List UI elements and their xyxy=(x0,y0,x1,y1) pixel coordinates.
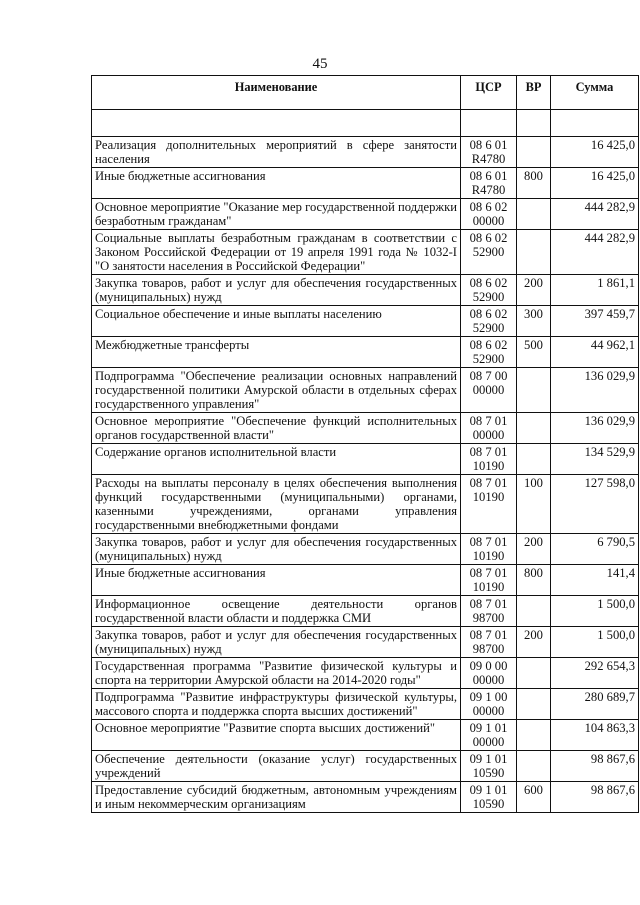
row-sum-cell: 16 425,0 xyxy=(551,137,639,168)
row-name-cell: Подпрограмма "Обеспечение реализации основных направлений государственной политики Амурской области в отдельных сферах государственного управления" xyxy=(92,368,461,413)
table-row xyxy=(92,275,639,306)
row-csr-cell: 08 7 01 98700 xyxy=(461,627,517,658)
row-name-cell: Информационное освещение деятельности органов государственной власти области и поддержка СМИ xyxy=(92,596,461,627)
row-name-cell: Иные бюджетные ассигнования xyxy=(92,565,461,596)
row-name-cell: Реализация дополнительных мероприятий в сфере занятости населения xyxy=(92,137,461,168)
table-row xyxy=(92,720,639,751)
row-csr-cell: 08 7 00 00000 xyxy=(461,368,517,413)
budget-table xyxy=(91,75,639,813)
row-vr-cell xyxy=(517,720,551,751)
table-row xyxy=(92,782,639,813)
row-vr-cell xyxy=(517,137,551,168)
row-csr-cell: 09 1 01 10590 xyxy=(461,751,517,782)
row-sum-cell: 136 029,9 xyxy=(551,413,639,444)
row-csr-cell: 08 7 01 10190 xyxy=(461,534,517,565)
table-row xyxy=(92,627,639,658)
header-sum: Сумма xyxy=(551,76,639,110)
row-name-cell: Государственная программа "Развитие физической культуры и спорта на территории Амурской области на 2014-2020 годы" xyxy=(92,658,461,689)
row-vr-cell xyxy=(517,368,551,413)
row-vr-cell: 300 xyxy=(517,306,551,337)
row-sum-cell: 1 500,0 xyxy=(551,627,639,658)
row-sum-cell: 16 425,0 xyxy=(551,168,639,199)
row-vr-cell: 500 xyxy=(517,337,551,368)
row-csr-cell: 09 1 00 00000 xyxy=(461,689,517,720)
row-name-cell: Социальные выплаты безработным гражданам в соответствии с Законом Российской Федерации от 19 апреля 1991 года № 1032-I "О занятости населения в Российской Федерации" xyxy=(92,230,461,275)
row-sum-cell: 292 654,3 xyxy=(551,658,639,689)
row-csr-cell: 08 6 01 R4780 xyxy=(461,137,517,168)
row-sum-cell: 104 863,3 xyxy=(551,720,639,751)
row-vr-cell xyxy=(517,444,551,475)
row-sum-cell: 127 598,0 xyxy=(551,475,639,534)
row-csr-cell: 08 7 01 98700 xyxy=(461,596,517,627)
row-name-cell: Обеспечение деятельности (оказание услуг) государственных учреждений xyxy=(92,751,461,782)
row-vr-cell: 800 xyxy=(517,168,551,199)
row-sum-cell: 397 459,7 xyxy=(551,306,639,337)
row-sum-cell: 6 790,5 xyxy=(551,534,639,565)
table-row xyxy=(92,689,639,720)
row-sum-cell: 141,4 xyxy=(551,565,639,596)
table-row xyxy=(92,596,639,627)
table-row xyxy=(92,751,639,782)
spacer-cell xyxy=(517,110,551,137)
row-sum-cell: 98 867,6 xyxy=(551,751,639,782)
row-vr-cell: 100 xyxy=(517,475,551,534)
row-sum-cell: 280 689,7 xyxy=(551,689,639,720)
row-csr-cell: 08 6 01 R4780 xyxy=(461,168,517,199)
row-name-cell: Предоставление субсидий бюджетным, автономным учреждениям и иным некоммерческим организациям xyxy=(92,782,461,813)
row-vr-cell xyxy=(517,230,551,275)
row-sum-cell: 134 529,9 xyxy=(551,444,639,475)
row-csr-cell: 08 6 02 00000 xyxy=(461,199,517,230)
spacer-cell xyxy=(92,110,461,137)
row-vr-cell xyxy=(517,689,551,720)
table-row xyxy=(92,306,639,337)
spacer-cell xyxy=(551,110,639,137)
row-vr-cell: 200 xyxy=(517,627,551,658)
row-sum-cell: 1 861,1 xyxy=(551,275,639,306)
row-vr-cell: 600 xyxy=(517,782,551,813)
row-name-cell: Иные бюджетные ассигнования xyxy=(92,168,461,199)
row-name-cell: Подпрограмма "Развитие инфраструктуры физической культуры, массового спорта и поддержка спорта высших достижений" xyxy=(92,689,461,720)
row-name-cell: Основное мероприятие "Обеспечение функций исполнительных органов государственной власти" xyxy=(92,413,461,444)
row-name-cell: Межбюджетные трансферты xyxy=(92,337,461,368)
header-csr: ЦСР xyxy=(461,76,517,110)
row-name-cell: Расходы на выплаты персоналу в целях обеспечения выполнения функций государственными (муниципальными) органами, казенными учреждениями, органами управления государственными внебюджетными фондами xyxy=(92,475,461,534)
spacer-row xyxy=(92,110,639,137)
row-name-cell: Социальное обеспечение и иные выплаты населению xyxy=(92,306,461,337)
table-row xyxy=(92,337,639,368)
row-vr-cell: 800 xyxy=(517,565,551,596)
row-name-cell: Закупка товаров, работ и услуг для обеспечения государственных (муниципальных) нужд xyxy=(92,275,461,306)
row-csr-cell: 08 6 02 52900 xyxy=(461,230,517,275)
row-csr-cell: 08 6 02 52900 xyxy=(461,337,517,368)
table-row xyxy=(92,475,639,534)
row-csr-cell: 08 7 01 10190 xyxy=(461,444,517,475)
row-name-cell: Закупка товаров, работ и услуг для обеспечения государственных (муниципальных) нужд xyxy=(92,627,461,658)
spacer-cell xyxy=(461,110,517,137)
row-csr-cell: 08 7 01 10190 xyxy=(461,565,517,596)
row-sum-cell: 44 962,1 xyxy=(551,337,639,368)
row-csr-cell: 08 6 02 52900 xyxy=(461,275,517,306)
row-vr-cell xyxy=(517,596,551,627)
page-number: 45 xyxy=(312,56,328,72)
header-name: Наименование xyxy=(92,76,461,110)
row-sum-cell: 1 500,0 xyxy=(551,596,639,627)
table-row xyxy=(92,137,639,168)
table-row xyxy=(92,368,639,413)
row-sum-cell: 98 867,6 xyxy=(551,782,639,813)
row-name-cell: Основное мероприятие "Оказание мер государственной поддержки безработным гражданам" xyxy=(92,199,461,230)
row-sum-cell: 136 029,9 xyxy=(551,368,639,413)
row-csr-cell: 09 1 01 00000 xyxy=(461,720,517,751)
table-row xyxy=(92,565,639,596)
row-csr-cell: 09 0 00 00000 xyxy=(461,658,517,689)
row-vr-cell: 200 xyxy=(517,534,551,565)
table-row xyxy=(92,658,639,689)
table-row xyxy=(92,230,639,275)
row-sum-cell: 444 282,9 xyxy=(551,230,639,275)
row-vr-cell xyxy=(517,658,551,689)
row-vr-cell xyxy=(517,413,551,444)
table-row xyxy=(92,199,639,230)
row-vr-cell xyxy=(517,199,551,230)
row-vr-cell: 200 xyxy=(517,275,551,306)
table-row xyxy=(92,534,639,565)
row-csr-cell: 09 1 01 10590 xyxy=(461,782,517,813)
row-csr-cell: 08 7 01 00000 xyxy=(461,413,517,444)
table-row xyxy=(92,444,639,475)
row-name-cell: Содержание органов исполнительной власти xyxy=(92,444,461,475)
header-row xyxy=(92,76,639,110)
row-sum-cell: 444 282,9 xyxy=(551,199,639,230)
table-row xyxy=(92,168,639,199)
row-name-cell: Закупка товаров, работ и услуг для обеспечения государственных (муниципальных) нужд xyxy=(92,534,461,565)
row-name-cell: Основное мероприятие "Развитие спорта высших достижений" xyxy=(92,720,461,751)
row-csr-cell: 08 6 02 52900 xyxy=(461,306,517,337)
row-csr-cell: 08 7 01 10190 xyxy=(461,475,517,534)
row-vr-cell xyxy=(517,751,551,782)
table-row xyxy=(92,413,639,444)
header-vr: ВР xyxy=(517,76,551,110)
